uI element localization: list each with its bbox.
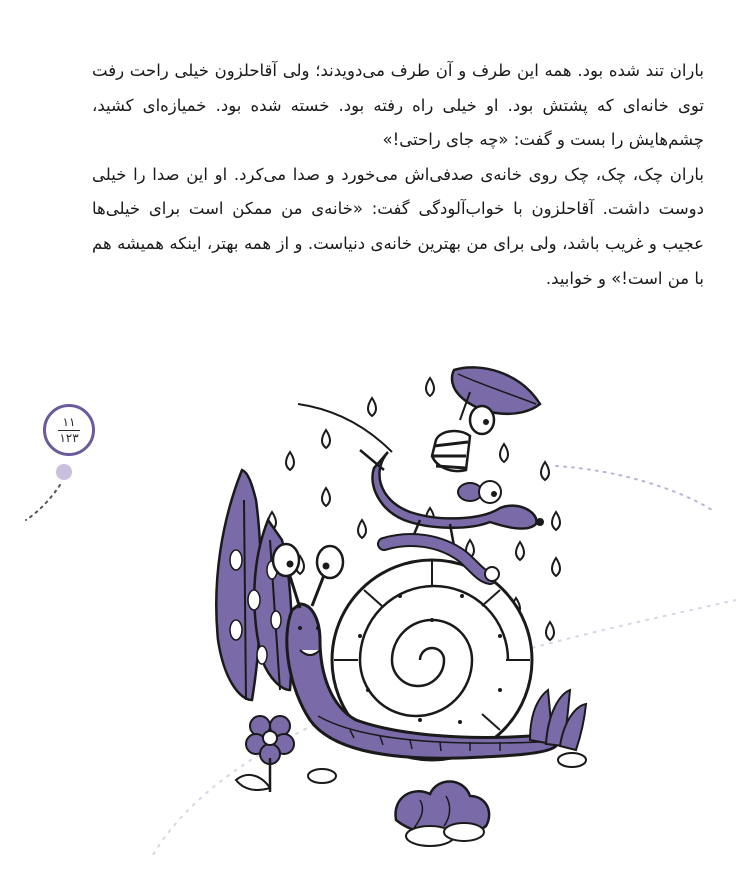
ant-with-leaf-umbrella: [432, 367, 540, 471]
story-paragraph-2: باران چک، چک، چک روی خانه‌ی صدفی‌اش می‌خورد و صدا می‌کرد. او این صدا را خیلی دوست داشت. آقاحلزون با خواب‌آلودگی گفت: «خانه‌ی من ممکن است برای خیلی‌ها عجیب و غریب باشد، ولی برای من بهترین خانه‌ی دنیاست. و از همه بهتر، اینکه همیشه هم با من است!» و خوابید.: [92, 164, 704, 288]
mouse: [298, 404, 544, 546]
flower: [236, 716, 294, 792]
bush-bottom: [396, 781, 490, 846]
plant-left: [216, 470, 292, 700]
current-page-number: ۱۱: [62, 414, 76, 429]
story-paragraph-1: باران تند شده بود. همه این طرف و آن طرف می‌دویدند؛ ولی آقاحلزون خیلی راحت رفت توی خانه‌ای که پشتش بود. او خیلی راه رفته بود. خسته شده بود. خمیازه‌ای کشید، چشم‌هایش را بست و گفت: «چه جای راحتی!»: [92, 61, 704, 150]
grass-right: [530, 690, 586, 750]
total-page-count: ۱۲۳: [59, 430, 79, 445]
